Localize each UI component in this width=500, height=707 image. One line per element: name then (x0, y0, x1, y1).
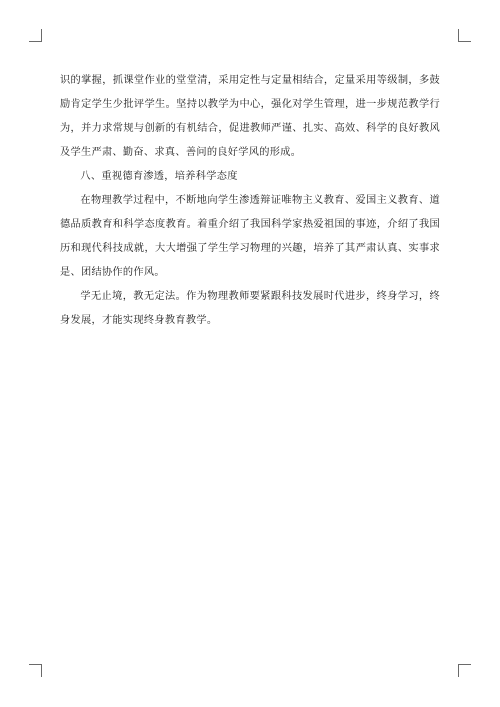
document-body (60, 69, 440, 333)
section-heading: 八、重视德育渗透，培养科学态度 (80, 171, 238, 182)
crop-mark-top-right (458, 29, 471, 42)
paragraph-continuation: 识的掌握，抓课堂作业的堂堂清，采用定性与定量相结合，定量采用等级制，多鼓励肯定学生少批评学生。坚持以教学为中心，强化对学生管理，进一步规范教学行为，并力求常规与创新的有机结合，促进教师严谨、扎实、高效、科学的良好教风及学生严肃、勤奋、求真、善问的良好学风的形成。 (60, 75, 440, 158)
crop-mark-bottom-left (29, 664, 42, 677)
paragraph-moral-education: 在物理教学过程中，不断地向学生渗透辩证唯物主义教育、爱国主义教育、道德品质教育和科学态度教育。着重介绍了我国科学家热爱祖国的事迹，介绍了我国历和现代科技成就，大大增强了学生学习物理的兴趣，培养了其严肃认真、实事求是、团结协作的作风。 (60, 195, 440, 278)
crop-mark-top-left (29, 29, 42, 42)
paragraph-conclusion: 学无止境，教无定法。作为物理教师要紧跟科技发展时代进步，终身学习，终身发展，才能实现终身教育教学。 (60, 291, 440, 326)
crop-mark-bottom-right (458, 664, 471, 677)
